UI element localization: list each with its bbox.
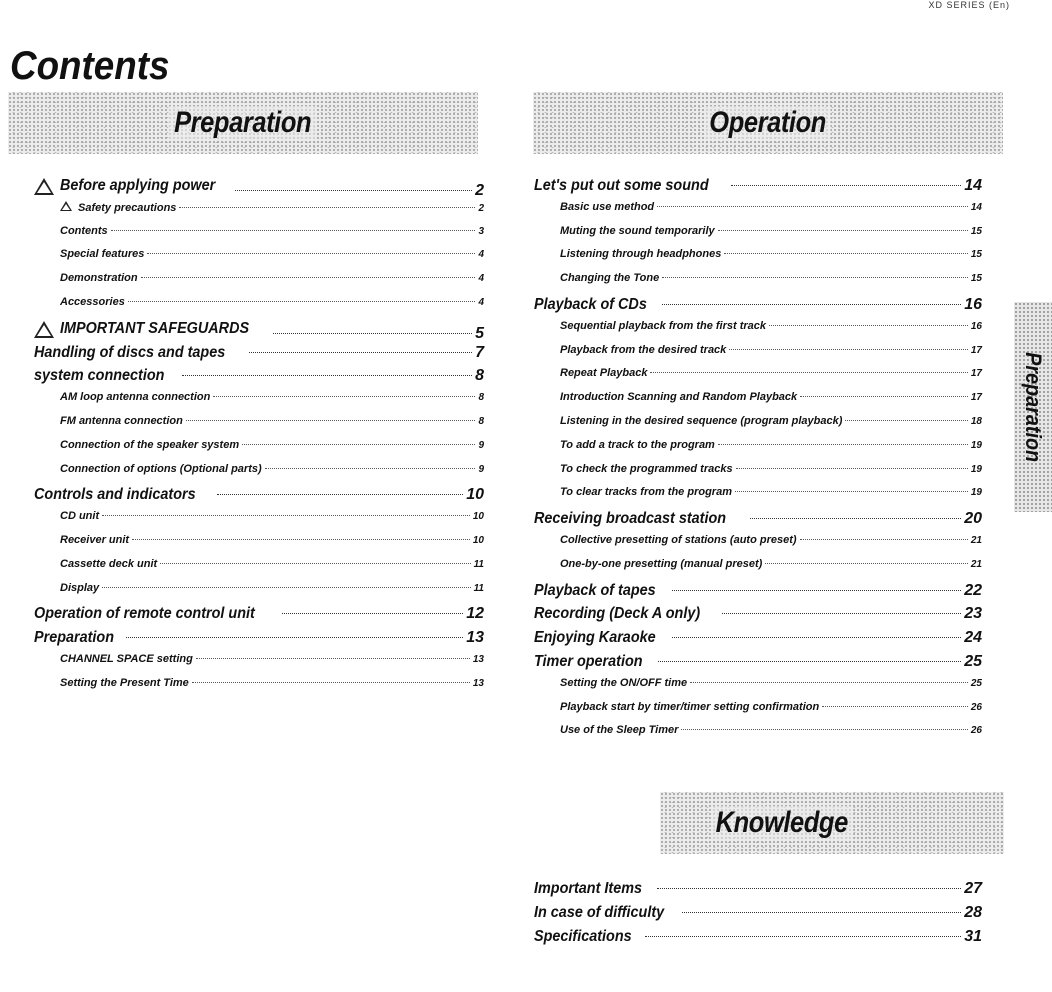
toc-entry-label: Accessories bbox=[60, 295, 125, 308]
toc-entry-sub[interactable] bbox=[34, 391, 484, 415]
toc-entry-page: 26 bbox=[970, 701, 982, 713]
toc-entry-sub[interactable] bbox=[534, 534, 982, 558]
toc-entry-title bbox=[60, 391, 210, 403]
toc-entry-page: 21 bbox=[970, 558, 982, 570]
toc-entry-label: Contents bbox=[60, 224, 108, 237]
dot-leader bbox=[265, 468, 476, 469]
toc-entry-page: 24 bbox=[964, 629, 982, 647]
toc-entry-label: Preparation bbox=[34, 629, 115, 647]
toc-entry-title bbox=[560, 439, 715, 451]
toc-entry-title bbox=[560, 272, 659, 284]
toc-entry-label: Let's put out some sound bbox=[534, 177, 709, 194]
toc-entry-page: 28 bbox=[964, 903, 982, 921]
toc-entry-title bbox=[60, 296, 125, 308]
toc-entry-main[interactable] bbox=[34, 177, 484, 201]
toc-entry-page: 17 bbox=[970, 392, 982, 404]
toc-entry-title bbox=[534, 296, 659, 314]
toc-entry-label: Specifications bbox=[534, 927, 632, 945]
toc-entry-title bbox=[60, 272, 138, 284]
toc-entry-label: Setting the ON/OFF time bbox=[560, 676, 688, 689]
toc-entry-label: Handling of discs and tapes bbox=[34, 343, 226, 361]
toc-entry-page: 8 bbox=[478, 415, 484, 427]
dot-leader bbox=[718, 230, 968, 231]
toc-entry-label: Repeat Playback bbox=[560, 367, 648, 380]
toc-entry-page: 10 bbox=[472, 534, 484, 546]
toc-entry-sub[interactable] bbox=[534, 344, 982, 368]
toc-entry-sub[interactable] bbox=[34, 558, 484, 582]
toc-entry-page: 9 bbox=[478, 463, 484, 475]
toc-entry-title bbox=[60, 558, 157, 570]
dot-leader bbox=[718, 444, 968, 445]
dot-leader bbox=[657, 206, 968, 207]
toc-entry-page: 10 bbox=[466, 486, 484, 504]
toc-entry-title bbox=[34, 486, 214, 504]
toc-entry-title bbox=[560, 701, 819, 713]
toc-entry-main[interactable] bbox=[34, 367, 484, 391]
toc-entry-title bbox=[534, 177, 728, 195]
toc-entry-label: To add a track to the program bbox=[560, 438, 715, 451]
toc-entry-page: 13 bbox=[472, 677, 484, 689]
dot-leader bbox=[126, 637, 463, 638]
toc-entry-label: Playback of tapes bbox=[534, 581, 656, 599]
toc-entry-title bbox=[34, 367, 179, 385]
toc-entry-page: 8 bbox=[478, 392, 484, 404]
toc-entry-sub[interactable] bbox=[34, 534, 484, 558]
toc-entry-label: Connection of the speaker system bbox=[60, 438, 240, 451]
toc-entry-title bbox=[560, 724, 678, 736]
toc-entry-sub[interactable] bbox=[534, 272, 982, 296]
series-label: XD SERIES (En) bbox=[928, 0, 1010, 10]
toc-entry-page: 15 bbox=[970, 225, 982, 237]
toc-operation bbox=[534, 177, 982, 748]
toc-entry-sub[interactable] bbox=[534, 724, 982, 748]
toc-entry-sub[interactable] bbox=[34, 439, 484, 463]
toc-entry-label: Playback of CDs bbox=[534, 295, 647, 313]
toc-entry-page: 14 bbox=[964, 177, 982, 194]
toc-entry-label: One-by-one presetting (manual preset) bbox=[560, 557, 763, 570]
toc-entry-title bbox=[560, 344, 726, 356]
dot-leader bbox=[182, 375, 472, 376]
toc-entry-label: CHANNEL SPACE setting bbox=[60, 652, 193, 665]
toc-entry-page: 3 bbox=[478, 225, 484, 237]
toc-preparation bbox=[34, 177, 484, 701]
side-tab-label: Preparation bbox=[1021, 351, 1046, 463]
toc-entry-main[interactable] bbox=[34, 486, 484, 510]
toc-entry-title bbox=[60, 510, 99, 522]
toc-entry-page: 2 bbox=[478, 202, 484, 214]
toc-entry-label: AM loop antenna connection bbox=[60, 391, 211, 404]
toc-entry-label: Controls and indicators bbox=[34, 486, 196, 504]
dot-leader bbox=[657, 888, 961, 889]
dot-leader bbox=[750, 518, 961, 519]
toc-entry-title bbox=[60, 582, 99, 594]
toc-entry-title bbox=[560, 201, 654, 213]
toc-entry-page: 16 bbox=[970, 320, 982, 332]
toc-entry-page: 11 bbox=[473, 582, 484, 594]
toc-entry-main[interactable] bbox=[534, 510, 982, 534]
toc-entry-label: Playback start by timer/timer setting confirmation bbox=[560, 700, 820, 713]
toc-entry-title bbox=[60, 248, 144, 260]
toc-entry-page: 26 bbox=[970, 725, 982, 737]
toc-entry-page: 23 bbox=[964, 605, 982, 623]
toc-entry-label: Changing the Tone bbox=[560, 272, 660, 285]
toc-entry-page: 2 bbox=[475, 182, 484, 199]
toc-entry-main[interactable] bbox=[534, 296, 982, 320]
toc-entry-page: 20 bbox=[964, 510, 982, 528]
toc-entry-sub[interactable] bbox=[34, 296, 484, 320]
toc-entry-label: Muting the sound temporarily bbox=[560, 224, 715, 237]
toc-entry-title bbox=[34, 177, 232, 195]
toc-entry-title bbox=[34, 320, 270, 338]
dot-leader bbox=[731, 185, 961, 186]
toc-entry-main[interactable] bbox=[34, 320, 484, 344]
toc-entry-sub[interactable] bbox=[534, 367, 982, 391]
dot-leader bbox=[672, 590, 961, 591]
toc-entry-label: Operation of remote control unit bbox=[34, 605, 255, 623]
toc-entry-main[interactable] bbox=[534, 629, 982, 653]
toc-entry-main[interactable] bbox=[534, 582, 982, 606]
toc-entry-page: 25 bbox=[970, 677, 982, 689]
dot-leader bbox=[102, 515, 470, 516]
dot-leader bbox=[160, 563, 470, 564]
toc-entry-sub[interactable] bbox=[34, 225, 484, 249]
section-banner-preparation bbox=[8, 92, 478, 154]
toc-entry-title bbox=[34, 629, 123, 647]
toc-entry-title bbox=[560, 248, 721, 260]
toc-entry-page: 17 bbox=[970, 344, 982, 356]
toc-entry-title bbox=[534, 880, 654, 898]
toc-entry-page: 15 bbox=[970, 249, 982, 261]
toc-entry-label: Safety precautions bbox=[78, 201, 177, 214]
toc-entry-page: 4 bbox=[478, 273, 484, 285]
toc-entry-sub[interactable] bbox=[534, 463, 982, 487]
toc-entry-title bbox=[560, 677, 687, 689]
dot-leader bbox=[822, 706, 968, 707]
toc-entry-label: Special features bbox=[60, 248, 145, 261]
toc-entry-page: 31 bbox=[964, 927, 982, 945]
toc-entry-main[interactable] bbox=[34, 344, 484, 368]
section-title-operation: Operation bbox=[705, 106, 832, 140]
toc-entry-label: In case of difficulty bbox=[534, 903, 665, 921]
dot-leader bbox=[845, 420, 967, 421]
dot-leader bbox=[282, 613, 463, 614]
toc-entry-title bbox=[534, 605, 719, 623]
toc-entry-label: Connection of options (Optional parts) bbox=[60, 462, 262, 475]
toc-entry-page: 13 bbox=[466, 629, 484, 647]
dot-leader bbox=[141, 277, 476, 278]
toc-entry-title bbox=[60, 415, 183, 427]
dot-leader bbox=[658, 661, 962, 662]
toc-entry-title bbox=[60, 653, 193, 665]
toc-entry-page: 4 bbox=[478, 296, 484, 308]
dot-leader bbox=[111, 230, 476, 231]
toc-entry-title bbox=[534, 928, 642, 946]
dot-leader bbox=[132, 539, 470, 540]
dot-leader bbox=[724, 253, 968, 254]
dot-leader bbox=[662, 277, 968, 278]
toc-entry-label: Before applying power bbox=[60, 177, 216, 194]
section-banner-operation bbox=[533, 92, 1003, 154]
dot-leader bbox=[736, 468, 968, 469]
toc-entry-label: Playback from the desired track bbox=[560, 343, 727, 356]
toc-entry-main[interactable] bbox=[534, 880, 982, 904]
toc-entry-title bbox=[560, 486, 732, 498]
dot-leader bbox=[672, 637, 961, 638]
toc-entry-label: Introduction Scanning and Random Playback bbox=[560, 391, 798, 404]
dot-leader bbox=[722, 613, 962, 614]
dot-leader bbox=[800, 396, 968, 397]
toc-entry-page: 19 bbox=[970, 463, 982, 475]
dot-leader bbox=[186, 420, 476, 421]
toc-entry-sub[interactable] bbox=[534, 677, 982, 701]
toc-entry-sub[interactable] bbox=[534, 701, 982, 725]
toc-entry-page: 19 bbox=[970, 487, 982, 499]
toc-entry-sub[interactable] bbox=[34, 415, 484, 439]
dot-leader bbox=[681, 729, 967, 730]
toc-entry-page: 27 bbox=[964, 880, 982, 897]
toc-entry-label: Setting the Present Time bbox=[60, 676, 189, 689]
toc-entry-page: 15 bbox=[970, 273, 982, 285]
toc-entry-title bbox=[34, 344, 246, 362]
toc-entry-title bbox=[60, 201, 176, 214]
dot-leader bbox=[147, 253, 475, 254]
toc-entry-page: 19 bbox=[970, 439, 982, 451]
toc-entry-title bbox=[34, 605, 279, 623]
section-title-knowledge: Knowledge bbox=[711, 806, 853, 840]
toc-entry-label: Receiver unit bbox=[60, 533, 130, 546]
dot-leader bbox=[682, 912, 962, 913]
toc-entry-sub[interactable] bbox=[534, 415, 982, 439]
toc-entry-label: IMPORTANT SAFEGUARDS bbox=[60, 319, 250, 337]
dot-leader bbox=[249, 352, 472, 353]
toc-entry-page: 8 bbox=[475, 367, 484, 385]
toc-entry-sub[interactable] bbox=[534, 558, 982, 582]
toc-entry-sub[interactable] bbox=[534, 439, 982, 463]
toc-entry-main[interactable] bbox=[534, 904, 982, 928]
dot-leader bbox=[128, 301, 476, 302]
toc-entry-page: 21 bbox=[970, 534, 982, 546]
toc-entry-sub[interactable] bbox=[34, 201, 484, 225]
dot-leader bbox=[235, 190, 472, 191]
toc-entry-sub[interactable] bbox=[34, 272, 484, 296]
toc-entry-label: Collective presetting of stations (auto preset) bbox=[560, 533, 797, 546]
section-title-preparation: Preparation bbox=[169, 106, 316, 140]
toc-entry-label: Timer operation bbox=[534, 652, 643, 670]
dot-leader bbox=[800, 539, 968, 540]
toc-entry-page: 9 bbox=[478, 439, 484, 451]
toc-knowledge bbox=[534, 880, 982, 951]
toc-entry-label: Use of the Sleep Timer bbox=[560, 724, 679, 737]
toc-entry-label: CD unit bbox=[60, 510, 100, 523]
toc-entry-title bbox=[560, 415, 842, 427]
toc-entry-page: 12 bbox=[466, 605, 484, 623]
toc-entry-title bbox=[560, 463, 733, 475]
toc-entry-main[interactable] bbox=[534, 928, 982, 952]
toc-entry-label: Cassette deck unit bbox=[60, 557, 158, 570]
toc-entry-title bbox=[560, 391, 797, 403]
toc-entry-title bbox=[534, 582, 669, 600]
toc-entry-main[interactable] bbox=[534, 653, 982, 677]
toc-entry-label: Listening through headphones bbox=[560, 248, 722, 261]
toc-entry-sub[interactable] bbox=[534, 320, 982, 344]
toc-entry-page: 7 bbox=[475, 343, 484, 361]
toc-entry-label: Basic use method bbox=[560, 200, 655, 213]
toc-entry-page: 10 bbox=[472, 511, 484, 523]
toc-entry-title bbox=[534, 653, 655, 671]
toc-entry-page: 22 bbox=[964, 581, 982, 599]
toc-entry-label: Display bbox=[60, 581, 100, 594]
toc-entry-title bbox=[534, 629, 669, 647]
dot-leader bbox=[196, 658, 470, 659]
toc-entry-title bbox=[560, 367, 647, 379]
toc-entry-label: To check the programmed tracks bbox=[560, 462, 733, 475]
toc-entry-label: Demonstration bbox=[60, 272, 138, 285]
toc-entry-page: 18 bbox=[970, 415, 982, 427]
toc-entry-label: Listening in the desired sequence (program playback) bbox=[560, 414, 843, 427]
toc-entry-sub[interactable] bbox=[534, 486, 982, 510]
toc-entry-title bbox=[534, 510, 747, 528]
toc-entry-title bbox=[560, 225, 715, 237]
toc-entry-label: FM antenna connection bbox=[60, 414, 183, 427]
warning-icon bbox=[34, 178, 54, 195]
toc-entry-sub[interactable] bbox=[534, 391, 982, 415]
toc-entry-title bbox=[560, 558, 762, 570]
warning-icon bbox=[60, 201, 72, 211]
toc-entry-title bbox=[60, 677, 189, 689]
toc-entry-page: 25 bbox=[964, 652, 982, 670]
toc-entry-sub[interactable] bbox=[34, 653, 484, 677]
toc-entry-main[interactable] bbox=[534, 177, 982, 201]
dot-leader bbox=[192, 682, 470, 683]
dot-leader bbox=[690, 682, 968, 683]
toc-entry-page: 5 bbox=[475, 324, 484, 342]
toc-entry-label: Receiving broadcast station bbox=[534, 510, 727, 528]
toc-entry-sub[interactable] bbox=[34, 248, 484, 272]
dot-leader bbox=[735, 491, 968, 492]
toc-entry-sub[interactable] bbox=[34, 463, 484, 487]
toc-entry-title bbox=[60, 463, 262, 475]
toc-entry-label: Sequential playback from the first track bbox=[560, 319, 767, 332]
dot-leader bbox=[102, 587, 470, 588]
toc-entry-title bbox=[560, 534, 797, 546]
toc-entry-main[interactable] bbox=[34, 629, 484, 653]
toc-entry-page: 11 bbox=[473, 558, 484, 570]
toc-entry-title bbox=[60, 534, 129, 546]
toc-entry-page: 16 bbox=[964, 295, 982, 313]
toc-entry-label: Recording (Deck A only) bbox=[534, 605, 701, 623]
dot-leader bbox=[662, 304, 961, 305]
dot-leader bbox=[242, 444, 475, 445]
dot-leader bbox=[650, 372, 967, 373]
toc-entry-title bbox=[534, 904, 679, 922]
dot-leader bbox=[179, 207, 475, 208]
dot-leader bbox=[645, 936, 961, 937]
toc-entry-main[interactable] bbox=[534, 605, 982, 629]
dot-leader bbox=[273, 333, 472, 334]
toc-entry-sub[interactable] bbox=[34, 677, 484, 701]
toc-entry-title bbox=[60, 439, 239, 451]
section-banner-knowledge bbox=[660, 792, 1004, 854]
dot-leader bbox=[729, 349, 968, 350]
toc-entry-page: 4 bbox=[478, 249, 484, 261]
toc-entry-label: To clear tracks from the program bbox=[560, 486, 732, 499]
page-title: Contents bbox=[10, 44, 170, 88]
toc-entry-label: system connection bbox=[34, 367, 165, 385]
dot-leader bbox=[217, 494, 464, 495]
dot-leader bbox=[213, 396, 475, 397]
side-tab-preparation bbox=[1014, 302, 1052, 512]
warning-icon bbox=[34, 321, 54, 338]
toc-entry-page: 13 bbox=[472, 653, 484, 665]
dot-leader bbox=[769, 325, 968, 326]
dot-leader bbox=[765, 563, 968, 564]
toc-entry-sub[interactable] bbox=[534, 225, 982, 249]
toc-entry-page: 14 bbox=[970, 201, 982, 213]
toc-entry-label: Important Items bbox=[534, 880, 643, 897]
toc-entry-main[interactable] bbox=[34, 605, 484, 629]
toc-entry-page: 17 bbox=[970, 368, 982, 380]
toc-entry-label: Enjoying Karaoke bbox=[534, 629, 656, 647]
toc-entry-sub[interactable] bbox=[34, 510, 484, 534]
toc-entry-sub[interactable] bbox=[34, 582, 484, 606]
toc-entry-sub[interactable] bbox=[534, 248, 982, 272]
toc-entry-sub[interactable] bbox=[534, 201, 982, 225]
toc-entry-title bbox=[60, 225, 108, 237]
toc-entry-title bbox=[560, 320, 766, 332]
